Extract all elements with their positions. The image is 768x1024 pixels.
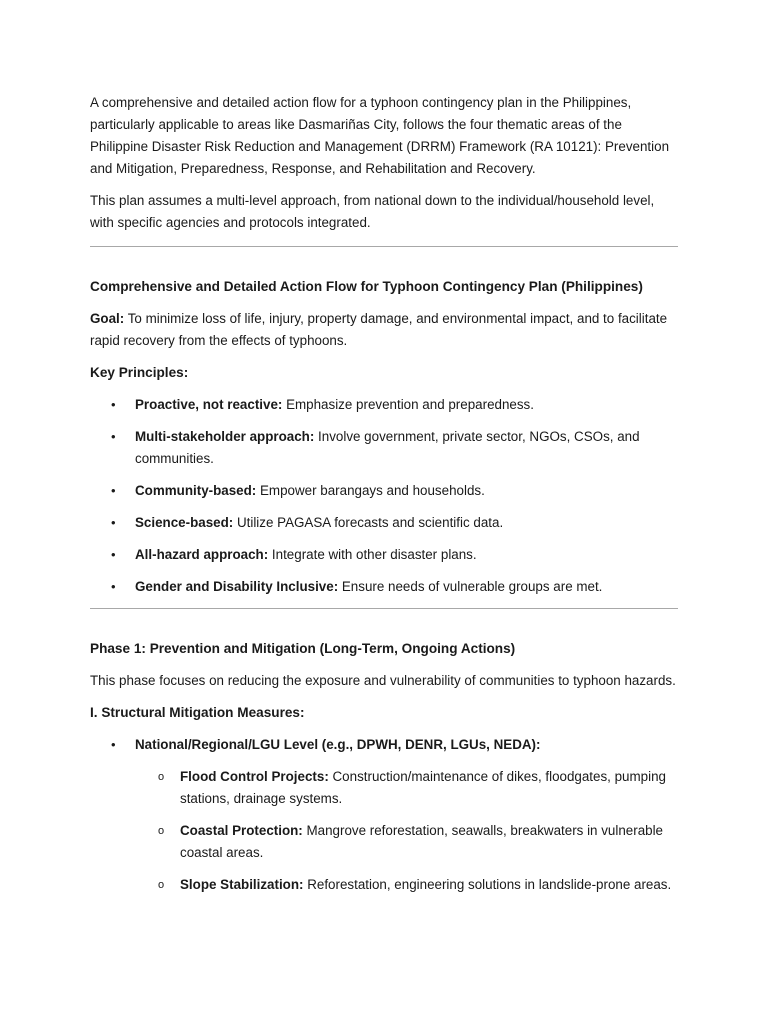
principle-term: Gender and Disability Inclusive:	[135, 579, 339, 594]
principle-text: Integrate with other disaster plans.	[268, 547, 477, 562]
goal-paragraph	[90, 308, 678, 352]
list-item	[90, 544, 678, 566]
list-item	[90, 874, 678, 896]
structural-mitigation-heading: I. Structural Mitigation Measures:	[90, 705, 305, 720]
bullet-icon: •	[111, 579, 116, 594]
key-principles-list	[90, 394, 678, 598]
list-item	[90, 512, 678, 534]
bullet-icon: •	[111, 429, 116, 444]
mitigation-sub-list	[90, 766, 678, 896]
principle-text: Utilize PAGASA forecasts and scientific data.	[233, 515, 504, 530]
list-item	[90, 576, 678, 598]
bullet-icon: •	[111, 547, 116, 562]
circle-bullet-icon: o	[158, 771, 165, 783]
principle-text: Empower barangays and households.	[256, 483, 485, 498]
principle-term: All-hazard approach:	[135, 547, 269, 562]
key-principles-heading: Key Principles:	[90, 365, 189, 380]
list-item	[90, 394, 678, 416]
principle-text: Involve government, private sector, NGOs, CSOs, and communities.	[135, 429, 640, 466]
goal-text: To minimize loss of life, injury, property damage, and environmental impact, and to facilitate rapid recovery from the effects of typhoons.	[90, 311, 668, 348]
principle-term: Multi-stakeholder approach:	[135, 429, 315, 444]
sub-item-text: Reforestation, engineering solutions in landslide-prone areas.	[303, 877, 672, 892]
list-item	[90, 480, 678, 502]
level-label: National/Regional/LGU Level (e.g., DPWH, DENR, LGUs, NEDA):	[135, 737, 541, 752]
principle-term: Science-based:	[135, 515, 234, 530]
principle-text: Ensure needs of vulnerable groups are met.	[338, 579, 603, 594]
sub-item-text: Construction/maintenance of dikes, floodgates, pumping stations, drainage systems.	[180, 769, 666, 806]
circle-bullet-icon: o	[158, 825, 165, 837]
principle-text: Emphasize prevention and preparedness.	[282, 397, 534, 412]
bullet-icon: •	[111, 737, 116, 752]
bullet-icon: •	[111, 515, 116, 530]
bullet-icon: •	[111, 483, 116, 498]
list-item	[90, 426, 678, 470]
principle-term: Community-based:	[135, 483, 257, 498]
bullet-icon: •	[111, 397, 116, 412]
level-list	[90, 734, 678, 756]
phase-1-description: This phase focuses on reducing the exposure and vulnerability of communities to typhoon hazards.	[90, 673, 676, 688]
phase-1-heading: Phase 1: Prevention and Mitigation (Long-Term, Ongoing Actions)	[90, 641, 516, 656]
list-item	[90, 734, 678, 756]
sub-item-term: Coastal Protection:	[180, 823, 303, 838]
sub-item-term: Flood Control Projects:	[180, 769, 329, 784]
sub-item-term: Slope Stabilization:	[180, 877, 304, 892]
goal-label: Goal:	[90, 311, 125, 326]
intro-paragraph-2: This plan assumes a multi-level approach, from national down to the individual/household level, with specific agencies and protocols integrated.	[90, 193, 655, 230]
horizontal-divider	[90, 246, 678, 247]
sub-item-text: Mangrove reforestation, seawalls, breakwaters in vulnerable coastal areas.	[180, 823, 664, 860]
intro-paragraph-1: A comprehensive and detailed action flow for a typhoon contingency plan in the Philippines, particularly applicable to areas like Dasmariñas City, follows the four thematic areas of the Philippine Disaster Risk Reduction and Management (DRRM) Framework (RA 10121): Prevention and Mitigation, Preparedness, Response, and Rehabilitation and Recovery.	[90, 95, 670, 176]
horizontal-divider	[90, 608, 678, 609]
main-heading: Comprehensive and Detailed Action Flow for Typhoon Contingency Plan (Philippines)	[90, 279, 643, 294]
list-item	[90, 766, 678, 810]
principle-term: Proactive, not reactive:	[135, 397, 283, 412]
circle-bullet-icon: o	[158, 879, 165, 891]
list-item	[90, 820, 678, 864]
